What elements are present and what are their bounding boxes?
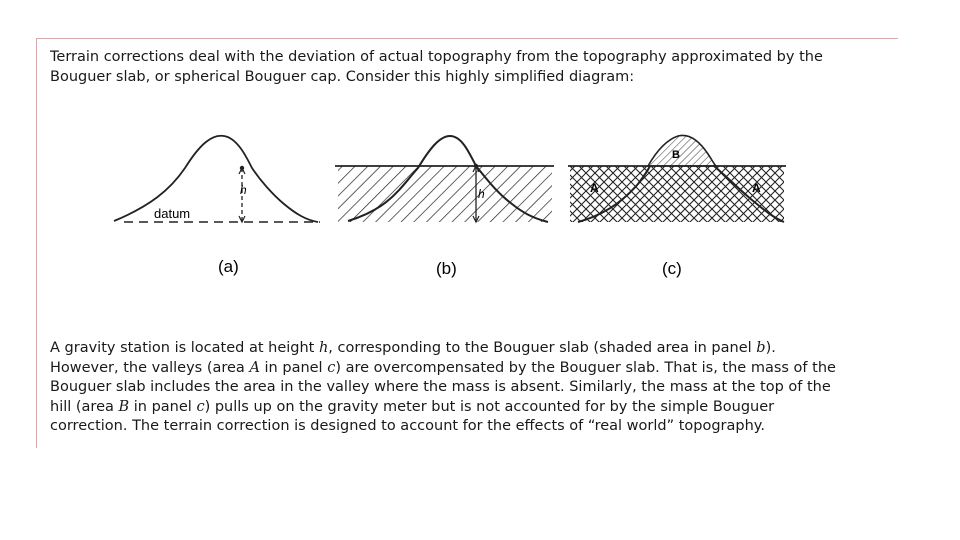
panel-b-caption: (b) <box>436 259 457 278</box>
body-line-5: correction. The terrain correction is designed to account for the effects of “real world” topography. <box>50 418 765 434</box>
body-line-1: A gravity station is located at height h, corresponding to the Bouguer slab (shaded area in panel b). <box>50 340 776 356</box>
panel-b <box>335 136 554 278</box>
gravity-station-a <box>240 166 244 170</box>
area-b-label: B <box>672 149 680 161</box>
slide-frame-top <box>36 38 898 39</box>
slide-frame-left <box>36 38 37 448</box>
body-line-3: Bouguer slab includes the area in the valley where the mass is absent. Similarly, the mass at the top of the <box>50 379 831 395</box>
panel-c <box>568 135 786 278</box>
intro-line-1: Terrain corrections deal with the deviation of actual topography from the topography approximated by the <box>50 49 823 65</box>
panel-a-caption: (a) <box>218 257 239 276</box>
body-line-4: hill (area B in panel c) pulls up on the gravity meter but is not accounted for by the simple Bouguer <box>50 398 775 415</box>
intro-paragraph <box>50 48 890 87</box>
area-a-right-label: A <box>752 181 761 195</box>
intro-line-2: Bouguer slab, or spherical Bouguer cap. Consider this highly simplified diagram: <box>50 68 635 85</box>
terrain-correction-diagram <box>100 128 800 286</box>
height-label-a: h <box>240 183 247 197</box>
datum-label: datum <box>154 206 191 221</box>
body-line-2: However, the valleys (area A in panel c) are overcompensated by the Bouguer slab. That is, the mass of the <box>50 359 836 376</box>
area-b-hill-top <box>648 135 716 166</box>
explanation-paragraph <box>50 339 890 437</box>
bouguer-slab-b <box>338 166 552 222</box>
hill-profile-a <box>114 136 318 222</box>
panel-c-caption: (c) <box>662 259 682 278</box>
height-label-b: h <box>478 187 485 201</box>
gravity-station-b <box>474 164 478 168</box>
area-a-left-label: A <box>590 181 599 195</box>
panel-a <box>114 136 320 276</box>
